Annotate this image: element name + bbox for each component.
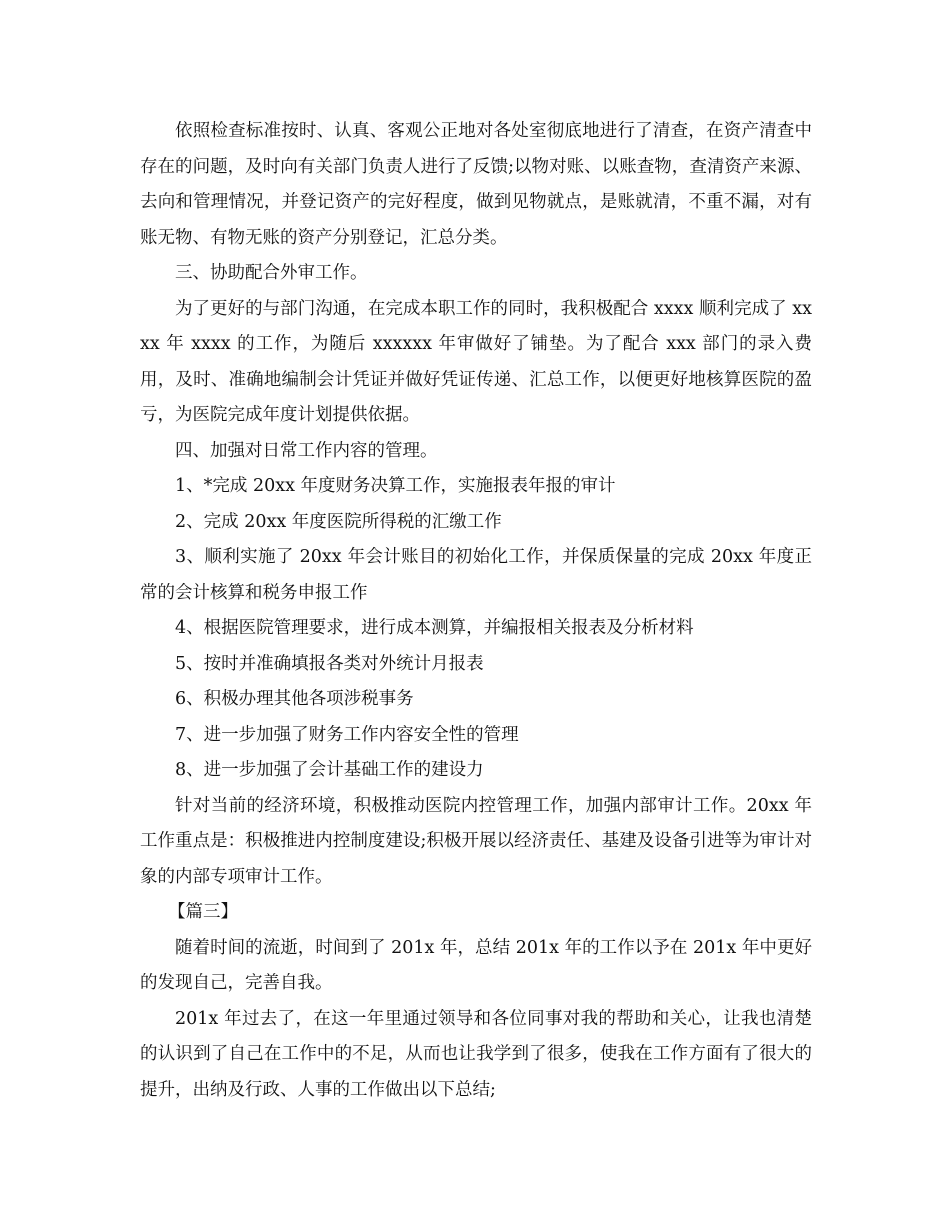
document-body	[140, 114, 812, 1108]
list-item-2: 2、完成 20xx 年度医院所得税的汇缴工作	[175, 511, 502, 532]
section-heading: 【篇三】	[168, 902, 238, 922]
list-item-7: 7、进一步加强了财务工作内容安全性的管理	[175, 724, 519, 745]
paragraph-internal-audit: 针对当前的经济环境，积极推动医院内控管理工作，加强内部审计工作。20xx 年工作重点是：积极推进内控制度建设;积极开展以经济责任、基建及设备引进等为审计对象的内部专项审计工作。	[140, 795, 812, 887]
paragraph-year-summary: 201x 年过去了，在这一年里通过领导和各位同事对我的帮助和关心，让我也清楚的认识到了自己在工作中的不足，从而也让我学到了很多，使我在工作方面有了很大的提升，出纳及行政、人事的工作做出以下总结;	[140, 1008, 812, 1100]
heading-daily-management: 四、加强对日常工作内容的管理。	[175, 440, 438, 461]
list-item-5: 5、按时并准确填报各类对外统计月报表	[175, 653, 484, 674]
list-item-6: 6、积极办理其他各项涉税事务	[175, 689, 414, 709]
list-item-4: 4、根据医院管理要求，进行成本测算，并编报相关报表及分析材料	[175, 618, 694, 638]
paragraph-asset-inventory: 依照检查标准按时、认真、客观公正地对各处室彻底地进行了清查，在资产清查中存在的问题，及时向有关部门负责人进行了反馈;以物对账、以账查物，查清资产来源、去向和管理情况，并登记资产的完好程度，做到见物就点，是账就清，不重不漏，对有账无物、有物无账的资产分别登记，汇总分类。	[140, 121, 812, 248]
list-item-3: 3、顺利实施了 20xx 年会计账目的初始化工作，并保质保量的完成 20xx 年度正常的会计核算和税务申报工作	[140, 547, 812, 603]
paragraph-external-audit: 为了更好的与部门沟通，在完成本职工作的同时，我积极配合 xxxx 顺利完成了 xxxx 年 xxxx 的工作，为随后 xxxxxx 年审做好了铺垫。为了配合 xxx 部门的录入费用，及时、准确地编制会计凭证并做好凭证传递、汇总工作，以便更好地核算医院的盈亏，为医院完成年度计划提供依据。	[140, 298, 812, 425]
list-item-1: 1、*完成 20xx 年度财务决算工作，实施报表年报的审计	[175, 476, 616, 496]
list-item-8: 8、进一步加强了会计基础工作的建设力	[175, 760, 484, 780]
heading-external-audit: 三、协助配合外审工作。	[175, 263, 368, 283]
paragraph-time-passing: 随着时间的流逝，时间到了 201x 年，总结 201x 年的工作以予在 201x 年中更好的发现自己，完善自我。	[140, 937, 812, 993]
